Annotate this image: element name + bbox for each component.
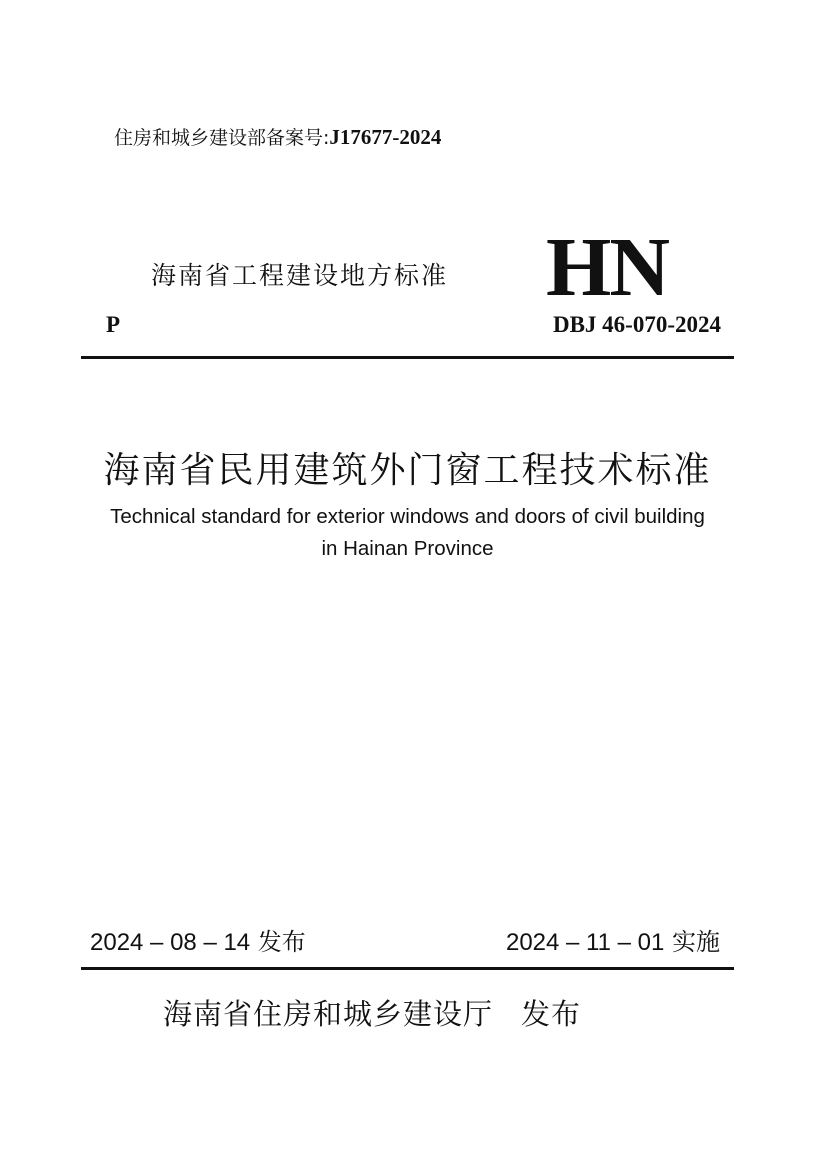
bottom-divider [81,967,734,970]
issue-label: 发布 [257,928,306,956]
publisher-action: 发布 [521,997,582,1031]
effective-date: 2024 – 11 – 01 [505,929,665,956]
document-title-english-line1: Technical standard for exterior windows and doors of civil building [110,505,705,528]
effective-label: 实施 [672,928,720,956]
effective-date-line [506,926,720,959]
classification-code: P [106,312,121,337]
hn-logo: HN [546,221,668,314]
document-title-english-line2: in Hainan Province [321,537,494,560]
top-divider [81,356,734,359]
publisher-line [163,994,581,1034]
record-number: J17677-2024 [329,125,442,149]
issue-date-line [90,926,306,959]
record-label: 住房和城乡建设部备案号: [114,127,330,149]
record-number-line [114,124,441,151]
publisher-name: 海南省住房和城乡建设厅 [163,997,494,1031]
issue-date: 2024 – 08 – 14 [90,929,251,956]
document-title-chinese: 海南省民用建筑外门窗工程技术标准 [103,450,712,491]
standard-code: DBJ 46-070-2024 [552,312,721,337]
standard-series-title: 海南省工程建设地方标准 [151,261,449,290]
